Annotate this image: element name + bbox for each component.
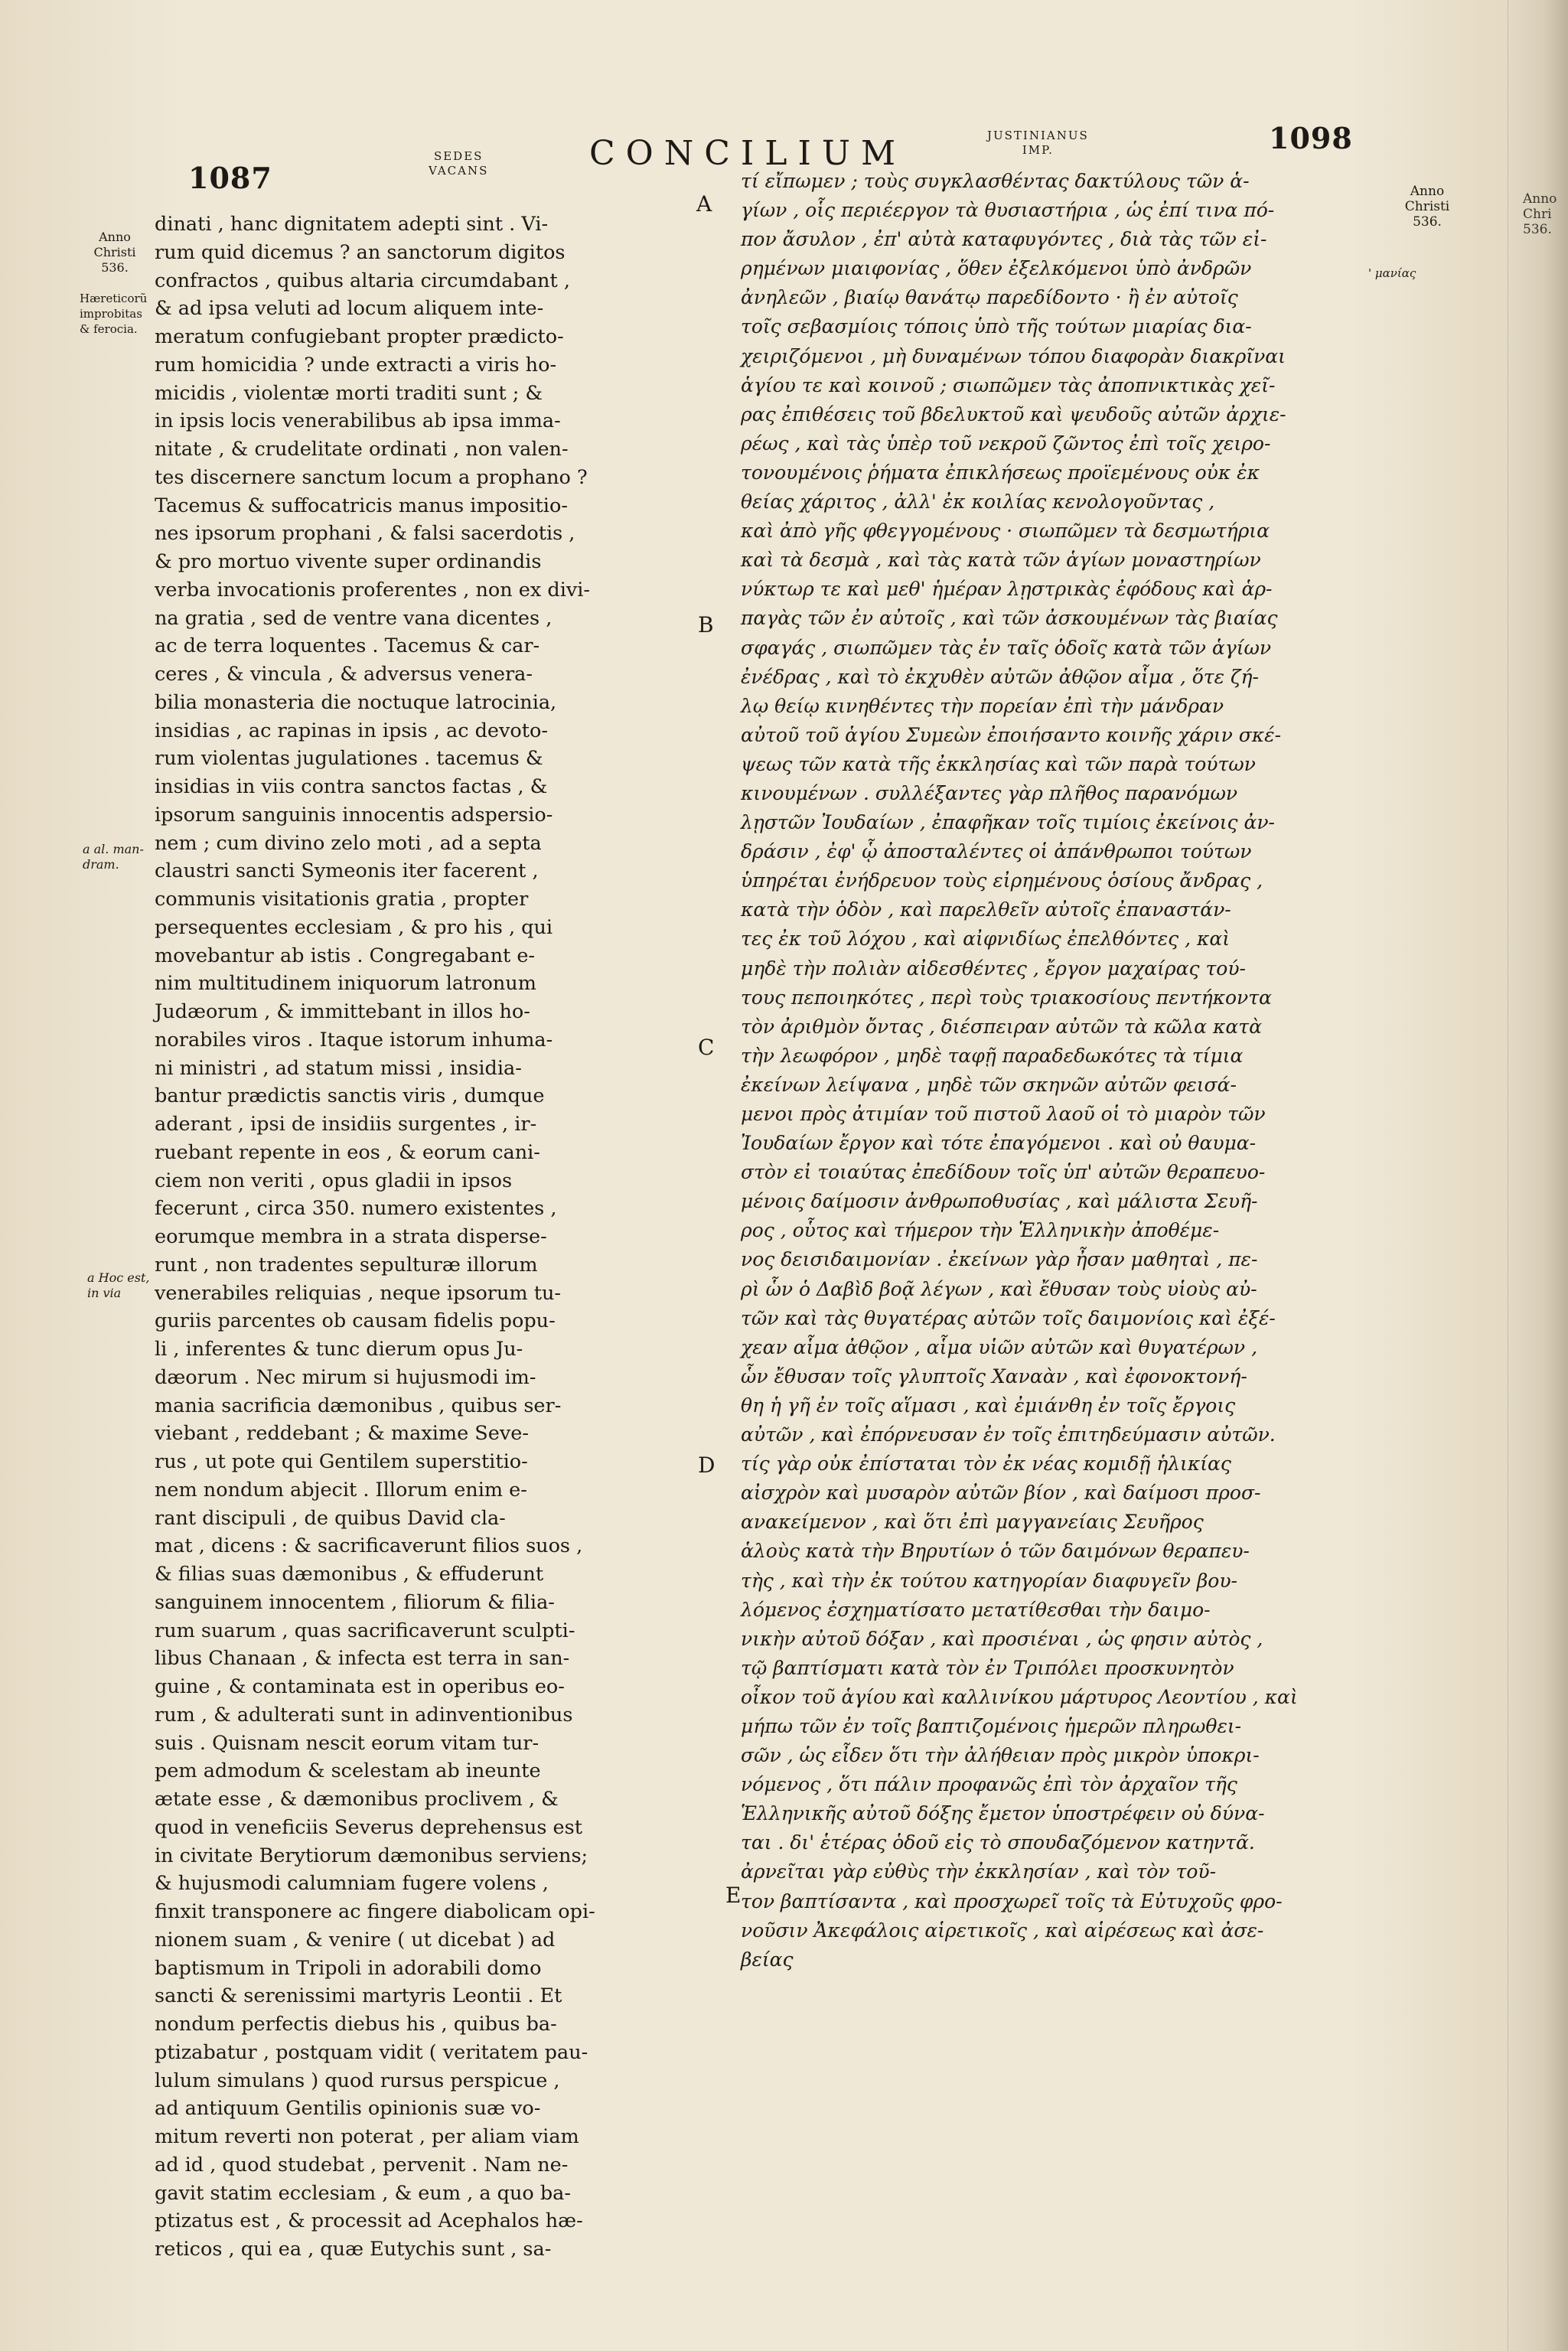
greek-line: τῷ βαπτίσματι κατὰ τὸν ἐν Τριπόλει προσκυνητὸν <box>741 1656 1234 1679</box>
latin-line: na gratia , sed de ventre vana dicentes , <box>155 606 553 630</box>
next-page-edge <box>1508 0 1568 2351</box>
greek-line: καὶ ἀπὸ γῆς φθεγγομένους · σιωπῶμεν τὰ δεσμωτήρια <box>741 520 1270 543</box>
latin-line: rum quid dicemus ? an sanctorum digitos <box>155 240 566 264</box>
latin-line: rum , & adulterati sunt in adinventionibus <box>155 1703 573 1727</box>
greek-line: τες ἐκ τοῦ λόχου , καὶ αἰφνιδίως ἐπελθόντες , καὶ <box>741 928 1231 951</box>
latin-line: dæorum . Nec mirum si hujusmodi im- <box>155 1365 536 1389</box>
greek-line: αἰσχρὸν καὶ μυσαρὸν αὐτῶν βίον , καὶ δαίμοσι προσ- <box>741 1482 1261 1505</box>
latin-line: ad antiquum Gentilis opinionis suæ vo- <box>155 2097 541 2121</box>
greek-line: ἐκείνων λείψανα , μηδὲ τῶν σκηνῶν αὐτῶν φεισά- <box>741 1073 1237 1096</box>
latin-line: communis visitationis gratia , propter <box>155 888 529 911</box>
latin-line: rum homicidia ? unde extracti a viris ho- <box>155 353 557 377</box>
greek-line: μηδὲ τὴν πολιὰν αἰδεσθέντες , ἔργον μαχαίρας τού- <box>741 957 1246 980</box>
latin-line: eorumque membra in a strata dispersе- <box>155 1225 547 1248</box>
latin-line: & filias suas dæmonibus , & effuderunt <box>155 1563 544 1586</box>
anno-christi-right: Anno Christi 536. <box>1404 184 1450 230</box>
latin-line: ac de terra loquentes . Tacemus & car- <box>155 634 540 658</box>
greek-line: κινουμένων . συλλέξαντες γὰρ πλῆθος παρανόμων <box>741 781 1238 804</box>
justinianus-imp: JUSTINIANUS IMP. <box>987 129 1089 157</box>
greek-line: τονουμένοις ῥήματα ἐπικλήσεως προϊεμένους οὐκ ἐκ <box>741 461 1260 484</box>
margin-note-in-via: a Hoc est, in via <box>87 1270 150 1300</box>
greek-line: παγὰς τῶν ἐν αὐτοῖς , καὶ τῶν ἀσκουμένων τὰς βιαίας <box>741 607 1278 630</box>
latin-line: guine , & contaminata est in operibus eo- <box>155 1675 565 1698</box>
greek-line: χεαν αἷμα ἀθῷον , αἷμα υἱῶν αὐτῶν καὶ θυγατέρων , <box>741 1335 1258 1358</box>
greek-line: καὶ τὰ δεσμὰ , καὶ τὰς κατὰ τῶν ἁγίων μοναστηρίων <box>741 549 1261 572</box>
latin-line: guriis parcentes ob causam fidelis popu- <box>155 1309 556 1333</box>
greek-line: θείας χάριτος , ἀλλ' ἐκ κοιλίας κενολογοῦντας , <box>741 491 1215 514</box>
greek-line: νικὴν αὐτοῦ δόξαν , καὶ προσιέναι , ὡς φησιν αὐτὸς , <box>741 1627 1263 1650</box>
section-marker-c: C <box>698 1035 715 1060</box>
latin-line: sanguinem innocentem , filiorum & filia- <box>155 1590 555 1614</box>
latin-line: nionem suam , & venire ( ut dicebat ) ad <box>155 1928 556 1952</box>
greek-line: λόμενος ἐσχηματίσατο μετατίθεσθαι τὴν δαιμο- <box>741 1598 1211 1621</box>
greek-line: τὴν λεωφόρον , μηδὲ ταφῇ παραδεδωκότες τὰ τίμια <box>741 1044 1244 1067</box>
greek-line: τὸν ἀριθμὸν ὄντας , διέσπειραν αὐτῶν τὰ κῶλα κατὰ <box>741 1015 1262 1038</box>
latin-line: ipsorum sanguinis innocentis adspersio- <box>155 803 553 827</box>
latin-line: ad id , quod studebat , pervenit . Nam ne- <box>155 2153 569 2177</box>
greek-line: ται . δι' ἑτέρας ὁδοῦ εἰς τὸ σπουδαζόμενον κατηντᾶ. <box>741 1831 1255 1854</box>
greek-line: ὧν ἔθυσαν τοῖς γλυπτοῖς Χαναὰν , καὶ ἐφονοκτονή- <box>741 1365 1247 1387</box>
latin-line: micidis , violentæ morti traditi sunt ; & <box>155 381 543 405</box>
latin-line: verba invocationis proferentes , non ex divi- <box>155 578 591 602</box>
greek-line: νοῦσιν Ἀκεφάλοις αἱρετικοῖς , καὶ αἱρέσεως καὶ ἀσε- <box>741 1919 1264 1942</box>
greek-line: ρας ἐπιθέσεις τοῦ βδελυκτοῦ καὶ ψευδοῦς αὐτῶν ἀρχιε- <box>741 403 1286 426</box>
latin-line: persequentes ecclesiam , & pro his , qui <box>155 915 553 939</box>
greek-line: ρὶ ὧν ὁ Δαβὶδ βοᾷ λέγων , καὶ ἔθυσαν τοὺς υἱοὺς αὐ- <box>741 1277 1257 1300</box>
latin-line: nes ipsorum prophani , & falsi sacerdotis , <box>155 522 575 546</box>
latin-line: ciem non veriti , opus gladii in ipsos <box>155 1169 513 1192</box>
greek-line: ἐνέδρας , καὶ τὸ ἐκχυθὲν αὐτῶν ἀθῷον αἷμα , ὅτε ζή- <box>741 665 1259 688</box>
greek-line: τί εἴπωμεν ; τοὺς συγκλασθέντας δακτύλους τῶν ἁ- <box>741 170 1250 192</box>
greek-line: τίς γὰρ οὐκ ἐπίσταται τὸν ἐκ νέας κομιδῇ ἡλικίας <box>741 1453 1231 1475</box>
latin-line: ceres , & vincula , & adversus venera- <box>155 663 533 686</box>
greek-line: αὐτῶν , καὶ ἐπόρνευσαν ἐν τοῖς ἐπιτηδεύμασιν αὐτῶν. <box>741 1423 1276 1446</box>
latin-line: meratum confugiebant propter prædicto- <box>155 325 564 348</box>
greek-line: χειριζόμενοι , μὴ δυναμένων τόπου διαφορὰν διακρῖναι <box>741 344 1286 367</box>
latin-line: suis . Quisnam nescit eorum vitam tur- <box>155 1731 540 1755</box>
latin-line: dinati , hanc dignitatem adepti sint . Vi- <box>155 213 549 236</box>
latin-line: nem ; cum divino zelo moti , ad a septa <box>155 831 542 855</box>
greek-line: ανακείμενον , καὶ ὅτι ἐπὶ μαγγανείαις Σευῆρος <box>741 1511 1204 1534</box>
greek-line: νόμενος , ὅτι πάλιν προφανῶς ἐπὶ τὸν ἀρχαῖον τῆς <box>741 1773 1237 1796</box>
greek-margin-note: ' μανίας <box>1368 266 1416 280</box>
page-title: CONCILIUM <box>589 134 907 173</box>
greek-line: τους πεποιηκότες , περὶ τοὺς τριακοσίους πεντήκοντα <box>741 986 1272 1009</box>
greek-line: ἀνηλεῶν , βιαίῳ θανάτῳ παρεδίδοντο · ἢ ἐν αὐτοῖς <box>741 286 1238 309</box>
latin-line: quod in veneficiis Severus deprehensus est <box>155 1815 582 1839</box>
latin-line: mitum reverti non poterat , per aliam viam <box>155 2125 579 2148</box>
greek-line: γίων , οἷς περιέεργον τὰ θυσιαστήρια , ὡς ἐπί τινα πό- <box>741 199 1275 222</box>
latin-line: li , inferentes & tunc dierum opus Ju- <box>155 1338 523 1361</box>
greek-line: μένοις δαίμοσιν ἀνθρωποθυσίας , καὶ μάλιστα Σευῆ- <box>741 1190 1258 1213</box>
latin-line: lulum simulans ) quod rursus perspicue , <box>155 2069 560 2092</box>
latin-line: Judæorum , & immittebant in illos ho- <box>155 1000 530 1023</box>
greek-line: θη ἡ γῆ ἐν τοῖς αἵμασι , καὶ ἐμιάνθη ἐν τοῖς ἔργοις <box>741 1394 1236 1417</box>
greek-line: ἁλοὺς κατὰ τὴν Βηρυτίων ὁ τῶν δαιμόνων θεραπευ- <box>741 1540 1250 1563</box>
latin-line: ruebant repente in eos , & eorum cani- <box>155 1140 540 1164</box>
latin-line: Tacemus & suffocatricis manus impositio- <box>155 494 568 517</box>
greek-line: οἶκον τοῦ ἁγίου καὶ καλλινίκου μάρτυρος Λεοντίου , καὶ <box>741 1685 1298 1708</box>
greek-line: δράσιν , ἐφ' ᾧ ἀποσταλέντες οἱ ἀπάνθρωποι τούτων <box>741 840 1252 863</box>
page-number-right: 1098 <box>1269 121 1353 155</box>
greek-line: νύκτωρ τε καὶ μεθ' ἡμέραν λῃστρικὰς ἐφόδους καὶ ἁρ- <box>741 578 1273 601</box>
greek-line: τὴς , καὶ τὴν ἐκ τούτου κατηγορίαν διαφυγεῖν βου- <box>741 1569 1237 1592</box>
latin-line: in civitate Berytiorum dæmonibus serviens; <box>155 1844 588 1867</box>
latin-line: claustri sancti Symeonis iter facerent , <box>155 859 539 883</box>
page-number-left: 1087 <box>188 161 272 195</box>
latin-line: rant discipuli , de quibus David cla- <box>155 1506 506 1530</box>
latin-line: runt , non tradentes sepulturæ illorum <box>155 1253 538 1277</box>
latin-line: viebant , reddebant ; & maxime Seve- <box>155 1422 529 1446</box>
margin-note-mandram: a al. man- dram. <box>83 842 144 872</box>
greek-line: βείας <box>741 1948 794 1971</box>
greek-line: Ἑλληνικῆς αὐτοῦ δόξης ἔμετον ὑποστρέφειν οὐ δύνα- <box>741 1802 1265 1825</box>
greek-line: μήπω τῶν ἐν τοῖς βαπτιζομένοις ἡμερῶν πληρωθει- <box>741 1714 1242 1737</box>
latin-line: & hujusmodi calumniam fugere volens , <box>155 1872 549 1896</box>
latin-line: ni ministri , ad statum missi , insidia- <box>155 1056 522 1080</box>
latin-line: norabiles viros . Itaque istorum inhuma- <box>155 1028 553 1052</box>
latin-line: ptizatus est , & processit ad Acephalos hæ- <box>155 2209 583 2233</box>
latin-line: insidias , ac rapinas in ipsis , ac devoto- <box>155 719 548 742</box>
latin-line: pem admodum & scelestam ab ineunte <box>155 1759 541 1783</box>
latin-line: mania sacrificia dæmonibus , quibus ser- <box>155 1394 562 1417</box>
latin-text-column <box>155 210 721 2264</box>
greek-text-column <box>741 167 1345 1974</box>
greek-line: ἀρνεῖται γὰρ εὐθὺς τὴν ἐκκλησίαν , καὶ τὸν τοῦ- <box>741 1860 1217 1883</box>
greek-line: ρος , οὗτος καὶ τήμερον τὴν Ἑλληνικὴν ἀποθέμε- <box>741 1219 1220 1242</box>
latin-line: confractos , quibus altaria circumdabant , <box>155 269 570 292</box>
latin-line: insidias in viis contra sanctos factas , & <box>155 775 548 798</box>
greek-line: τῶν καὶ τὰς θυγατέρας αὐτῶν τοῖς δαιμονίοις καὶ ἐξέ- <box>741 1306 1276 1329</box>
greek-line: στὸν εἰ τοιαύτας ἐπεδίδουν τοῖς ὑπ' αὐτῶν θεραπευο- <box>741 1161 1266 1184</box>
greek-line: μενοι πρὸς ἀτιμίαν τοῦ πιστοῦ λαοῦ οἱ τὸ μιαρὸν τῶν <box>741 1103 1266 1125</box>
latin-line: sancti & serenissimi martyris Leontii . Et <box>155 1984 562 2008</box>
greek-line: νος δεισιδαιμονίαν . ἐκείνων γὰρ ἦσαν μαθηταὶ , πε- <box>741 1248 1258 1271</box>
section-marker-e: E <box>725 1883 742 1908</box>
latin-line: ætate esse , & dæmonibus proclivem , & <box>155 1788 559 1811</box>
latin-line: in ipsis locis venerabilibus ab ipsa imma- <box>155 409 561 433</box>
greek-line: αὐτοῦ τοῦ ἁγίου Συμεὼν ἐποιήσαντο κοινῆς χάριν σκέ- <box>741 723 1282 746</box>
greek-line: τοῖς σεβασμίοις τόποις ὑπὸ τῆς τούτων μιαρίας δια- <box>741 315 1252 338</box>
greek-line: πον ἄσυλον , ἐπ' αὐτὰ καταφυγόντες , διὰ τὰς τῶν εἰ- <box>741 228 1267 251</box>
latin-line: finxit transponere ac fingere diabolicam opi- <box>155 1900 595 1923</box>
latin-line: aderant , ipsi de insidiis surgentes , ir- <box>155 1113 537 1136</box>
latin-line: baptismum in Tripoli in adorabili domo <box>155 1956 542 1980</box>
latin-line: rus , ut pote qui Gentilem superstitio- <box>155 1450 528 1473</box>
greek-line: λῃστῶν Ἰουδαίων , ἐπαφῆκαν τοῖς τιμίοις ἐκείνοις ἀν- <box>741 811 1275 834</box>
sedes-vacans: SEDES VACANS <box>429 149 489 178</box>
section-marker-d: D <box>698 1453 716 1478</box>
section-marker-a: A <box>696 191 712 217</box>
greek-line: τον βαπτίσαντα , καὶ προσχωρεῖ τοῖς τὰ Εὐτυχοῦς φρο- <box>741 1890 1283 1912</box>
heresy-note: Hæreticorũ improbitas & ferocia. <box>80 292 148 336</box>
greek-line: Ἰουδαίων ἔργον καὶ τότε ἐπαγόμενοι . καὶ οὐ θαυμα- <box>741 1132 1257 1155</box>
latin-line: nondum perfectis diebus his , quibus ba- <box>155 2013 557 2036</box>
latin-line: bilia monasteria die noctuque latrocinia, <box>155 690 557 714</box>
latin-line: ptizabatur , postquam vidit ( veritatem pau- <box>155 2040 588 2064</box>
latin-line: fecerunt , circa 350. numero existentes , <box>155 1197 557 1221</box>
greek-line: σφαγάς , σιωπῶμεν τὰς ἐν ταῖς ὁδοῖς κατὰ τῶν ἁγίων <box>741 636 1272 659</box>
latin-line: nitate , & crudelitate ordinati , non valen- <box>155 438 569 461</box>
greek-line: ἁγίου τε καὶ κοινοῦ ; σιωπῶμεν τὰς ἀποπνικτικὰς χεῖ- <box>741 373 1276 396</box>
greek-line: ὑπηρέται ἐνήδρευον τοὺς εἰρημένους ὁσίους ἄνδρας , <box>741 869 1263 892</box>
latin-line: movebantur ab istis . Congregabant e- <box>155 944 536 967</box>
latin-line: libus Chanaan , & infecta est terra in san- <box>155 1647 570 1671</box>
latin-line: reticos , qui ea , quæ Eutychis sunt , sa- <box>155 2238 552 2261</box>
next-page-anno: Anno Chri 536. <box>1523 191 1557 237</box>
greek-line: κατὰ τὴν ὁδὸν , καὶ παρελθεῖν αὐτοῖς ἐπαναστάν- <box>741 898 1231 921</box>
latin-line: bantur prædictis sanctis viris , dumque <box>155 1084 545 1108</box>
latin-line: rum suarum , quas sacrificaverunt sculpti- <box>155 1619 575 1642</box>
latin-line: nim multitudinem iniquorum latronum <box>155 972 536 996</box>
greek-line: ψεως τῶν κατὰ τῆς ἐκκλησίας καὶ τῶν παρὰ τούτων <box>741 752 1256 775</box>
greek-line: ρέως , καὶ τὰς ὑπὲρ τοῦ νεκροῦ ζῶντος ἐπὶ τοῖς χειρο- <box>741 432 1271 455</box>
greek-line: σῶν , ὡς εἶδεν ὅτι τὴν ἀλήθειαν πρὸς μικρὸν ὑποκρι- <box>741 1744 1260 1767</box>
latin-line: & pro mortuo vivente super ordinandis <box>155 550 542 573</box>
latin-line: tes discernere sanctum locum a prophano ? <box>155 465 588 489</box>
greek-line: ρημένων μιαιφονίας , ὅθεν ἐξελκόμενοι ὑπὸ ἀνδρῶν <box>741 257 1252 280</box>
section-marker-b: B <box>698 612 714 637</box>
latin-line: rum violentas jugulationes . tacemus & <box>155 747 543 771</box>
latin-line: nem nondum abjecit . Illorum enim e- <box>155 1478 527 1502</box>
anno-christi-left: Anno Christi 536. <box>93 230 136 275</box>
latin-line: & ad ipsa veluti ad locum aliquem inte- <box>155 297 544 321</box>
latin-line: mat , dicens : & sacrificaverunt filios suos , <box>155 1534 583 1558</box>
greek-line: λῳ θείῳ κινηθέντες τὴν πορείαν ἐπὶ τὴν μάνδραν <box>741 694 1224 717</box>
latin-line: gavit statim ecclesiam , & eum , a quo ba- <box>155 2181 571 2205</box>
latin-line: venerabiles reliquias , neque ipsorum tu- <box>155 1281 561 1305</box>
